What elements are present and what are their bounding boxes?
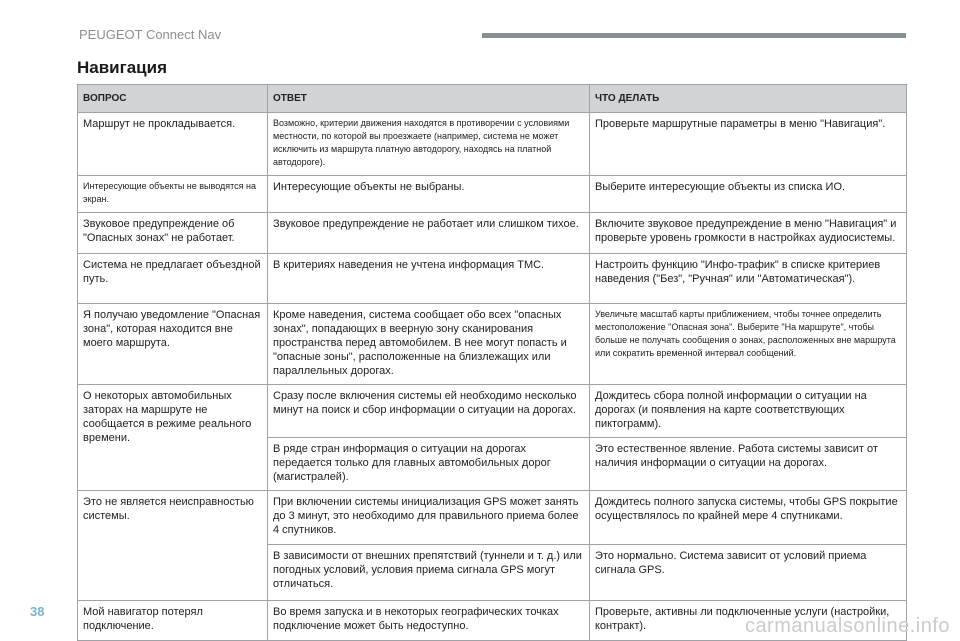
solution-cell: Проверьте маршрутные параметры в меню "Навигация". bbox=[590, 113, 907, 176]
page-number: 38 bbox=[30, 604, 45, 619]
answer-cell: В зависимости от внешних препятствий (туннели и т. д.) или погодных условий, условия приема сигнала GPS могут отличаться. bbox=[268, 545, 590, 601]
answer-cell: Звуковое предупреждение не работает или слишком тихое. bbox=[268, 213, 590, 254]
troubleshooting-table bbox=[77, 84, 907, 641]
question-cell: Звуковое предупреждение об "Опасных зонах" не работает. bbox=[78, 213, 268, 254]
solution-cell: Увеличьте масштаб карты приближением, чтобы точнее определить местоположение "Опасная зона". Выберите "На маршруте", чтобы больше не получать сообщения о зонах, расположенных вне маршрута или сократить временной интервал сообщений. bbox=[590, 304, 907, 385]
answer-cell: Кроме наведения, система сообщает обо всех "опасных зонах", попадающих в веерную зону сканирования пространства перед автомобилем. В нее могут попасть и "опасные зоны", расположенные на близлежащих или параллельных дорогах. bbox=[268, 304, 590, 385]
solution-cell: Дождитесь сбора полной информации о ситуации на дорогах (и появления на карте соответствующих пиктограмм). bbox=[590, 385, 907, 438]
solution-cell: Настроить функцию "Инфо-трафик" в списке критериев наведения ("Без", "Ручная" или "Автоматическая"). bbox=[590, 254, 907, 304]
solution-cell: Дождитесь полного запуска системы, чтобы GPS покрытие осуществлялось по крайней мере 4 спутниками. bbox=[590, 491, 907, 545]
table-row bbox=[78, 254, 907, 304]
table-row bbox=[78, 385, 907, 438]
answer-cell: Сразу после включения системы ей необходимо несколько минут на поиск и сбор информации о ситуации на дорогах. bbox=[268, 385, 590, 438]
question-cell: Это не является неисправностью системы. bbox=[78, 491, 268, 601]
question-cell: Интересующие объекты не выводятся на экран. bbox=[78, 176, 268, 213]
question-cell: Система не предлагает объездной путь. bbox=[78, 254, 268, 304]
header-brand: PEUGEOT Connect Nav bbox=[79, 27, 222, 42]
column-header-solution: ЧТО ДЕЛАТЬ bbox=[590, 85, 907, 113]
solution-cell: Включите звуковое предупреждение в меню "Навигация" и проверьте уровень громкости в настройках аудиосистемы. bbox=[590, 213, 907, 254]
answer-cell: Во время запуска и в некоторых географических точках подключение может быть недоступно. bbox=[268, 601, 590, 641]
question-cell: Мой навигатор потерял подключение. bbox=[78, 601, 268, 641]
table-header-row bbox=[78, 85, 907, 113]
table-row bbox=[78, 304, 907, 385]
solution-cell: Это естественное явление. Работа системы зависит от наличия информации о ситуации на дорогах. bbox=[590, 438, 907, 491]
solution-cell: Проверьте, активны ли подключенные услуги (настройки, контракт). bbox=[590, 601, 907, 641]
header-divider bbox=[482, 33, 906, 38]
answer-cell: Возможно, критерии движения находятся в противоречии с условиями местности, по которой вы проезжаете (например, система не может исключить из маршрута платную автодорогу, находясь на платной автодороге). bbox=[268, 113, 590, 176]
question-cell: О некоторых автомобильных заторах на маршруте не сообщается в режиме реального времени. bbox=[78, 385, 268, 491]
section-title: Навигация bbox=[77, 58, 167, 77]
answer-cell: В критериях наведения не учтена информация TMC. bbox=[268, 254, 590, 304]
table-row bbox=[78, 113, 907, 176]
table-row bbox=[78, 176, 907, 213]
table-row bbox=[78, 213, 907, 254]
watermark: carmanualsonline.info bbox=[744, 615, 950, 637]
question-cell: Я получаю уведомление "Опасная зона", которая находится вне моего маршрута. bbox=[78, 304, 268, 385]
question-cell: Маршрут не прокладывается. bbox=[78, 113, 268, 176]
column-header-answer: ОТВЕТ bbox=[268, 85, 590, 113]
column-header-question: ВОПРОС bbox=[78, 85, 268, 113]
answer-cell: При включении системы инициализация GPS может занять до 3 минут, это необходимо для правильного приема более 4 спутников. bbox=[268, 491, 590, 545]
answer-cell: Интересующие объекты не выбраны. bbox=[268, 176, 590, 213]
table-row bbox=[78, 491, 907, 545]
answer-cell: В ряде стран информация о ситуации на дорогах передается только для главных автомобильных дорог (магистралей). bbox=[268, 438, 590, 491]
solution-cell: Это нормально. Система зависит от условий приема сигнала GPS. bbox=[590, 545, 907, 601]
solution-cell: Выберите интересующие объекты из списка ИО. bbox=[590, 176, 907, 213]
